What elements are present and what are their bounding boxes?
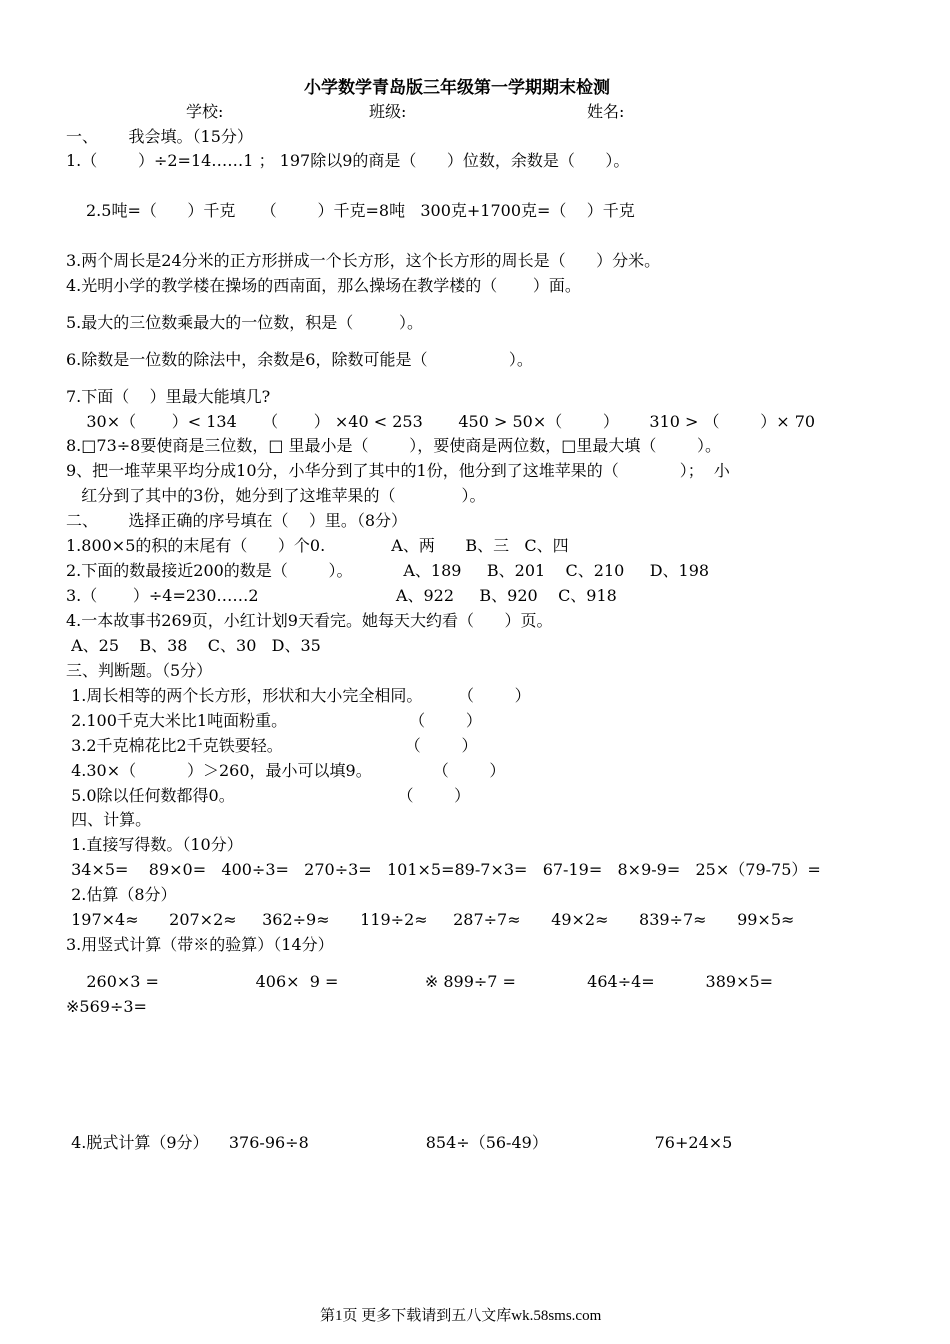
school-label: 学校: (186, 102, 224, 121)
section4-p1-items: 34×5= 89×0= 400÷3= 270÷3= 101×5=89-7×3= 67-19= 8×9-9= 25×（79-75）= (66, 860, 821, 879)
section4-p3-items: 260×3 = 406× 9 = ※ 899÷7 = 464÷4= 389×5= (66, 972, 774, 991)
section1-q3: 3.两个周长是24分米的正方形拼成一个长方形，这个长方形的周长是（ ）分米。 (66, 251, 661, 270)
section1-heading: 一、 我会填。（15分） (66, 127, 253, 146)
section4-p4: 4.脱式计算（9分） 376-96÷8 854÷（56-49） 76+24×5 (66, 1133, 733, 1152)
section4-p3-last: ※569÷3= (66, 997, 147, 1016)
section1-q6: 6.除数是一位数的除法中，余数是6，除数可能是（ ）。 (66, 350, 533, 369)
section3-q3: 3.2千克棉花比2千克铁要轻。 （ ） (66, 736, 478, 755)
section3-q4: 4.30×（ ）＞260，最小可以填9。 （ ） (66, 761, 506, 780)
section2-q4-options: A、25 B、38 C、30 D、35 (66, 636, 321, 655)
page-footer: 第1页 更多下载请到五八文库wk.58sms.com (320, 1308, 602, 1324)
name-label: 姓名: (587, 102, 625, 121)
section3-heading: 三、判断题。（5分） (66, 661, 213, 680)
section1-q2: 2.5吨=（ ）千克 （ ）千克=8吨 300克+1700克=（ ）千克 (86, 201, 635, 220)
section1-q7: 7.下面（ ）里最大能填几? (66, 387, 271, 406)
section1-q7-items: 30×（ ）< 134 （ ） ×40 < 253 450 > 50×（ ） 310 > （ ）× 70 (66, 412, 816, 431)
section1-q5: 5.最大的三位数乘最大的一位数，积是（ ）。 (66, 313, 424, 332)
section2-q2: 2.下面的数最接近200的数是（ ）。 A、189 B、201 C、210 D、198 (66, 561, 710, 580)
section1-q9-line1: 9、把一堆苹果平均分成10分，小华分到了其中的1份，他分到了这堆苹果的（ ）； 小 (66, 461, 730, 480)
section3-q1: 1.周长相等的两个长方形，形状和大小完全相同。 （ ） (66, 686, 531, 705)
section2-q4: 4.一本故事书269页，小红计划9天看完。她每天大约看（ ）页。 (66, 611, 553, 630)
class-label: 班级: (369, 102, 407, 121)
section2-q3: 3.（ ）÷4=230……2 A、922 B、920 C、918 (66, 586, 617, 605)
section1-q1: 1.（ ）÷2=14……1 ； 197除以9的商是（ ）位数，余数是（ ）。 (66, 151, 630, 170)
section4-p1-title: 1.直接写得数。（10分） (66, 835, 243, 854)
page-title: 小学数学青岛版三年级第一学期期末检测 (304, 78, 610, 98)
section2-q1: 1.800×5的积的末尾有（ ）个0. A、两 B、三 C、四 (66, 536, 569, 555)
section3-q2: 2.100千克大米比1吨面粉重。 （ ） (66, 711, 482, 730)
section1-q4: 4.光明小学的教学楼在操场的西南面，那么操场在教学楼的（ ）面。 (66, 276, 581, 295)
section4-p2-items: 197×4≈ 207×2≈ 362÷9≈ 119÷2≈ 287÷7≈ 49×2≈ 839÷7≈ 99×5≈ (66, 910, 795, 929)
section4-p3-title: 3.用竖式计算（带※的验算）（14分） (66, 935, 334, 954)
section4-p2-title: 2.估算（8分） (66, 885, 177, 904)
section3-q5: 5.0除以任何数都得0。 （ ） (66, 786, 471, 805)
section1-q8: 8.□73÷8要使商是三位数，□ 里最小是（ ），要使商是两位数，□里最大填（ ）。 (66, 436, 722, 455)
section4-heading: 四、计算。 (66, 810, 152, 829)
section1-q9-line2: 红分到了其中的3份，她分到了这堆苹果的（ ）。 (66, 486, 486, 505)
section2-heading: 二、 选择正确的序号填在（ ）里。（8分） (66, 511, 408, 530)
